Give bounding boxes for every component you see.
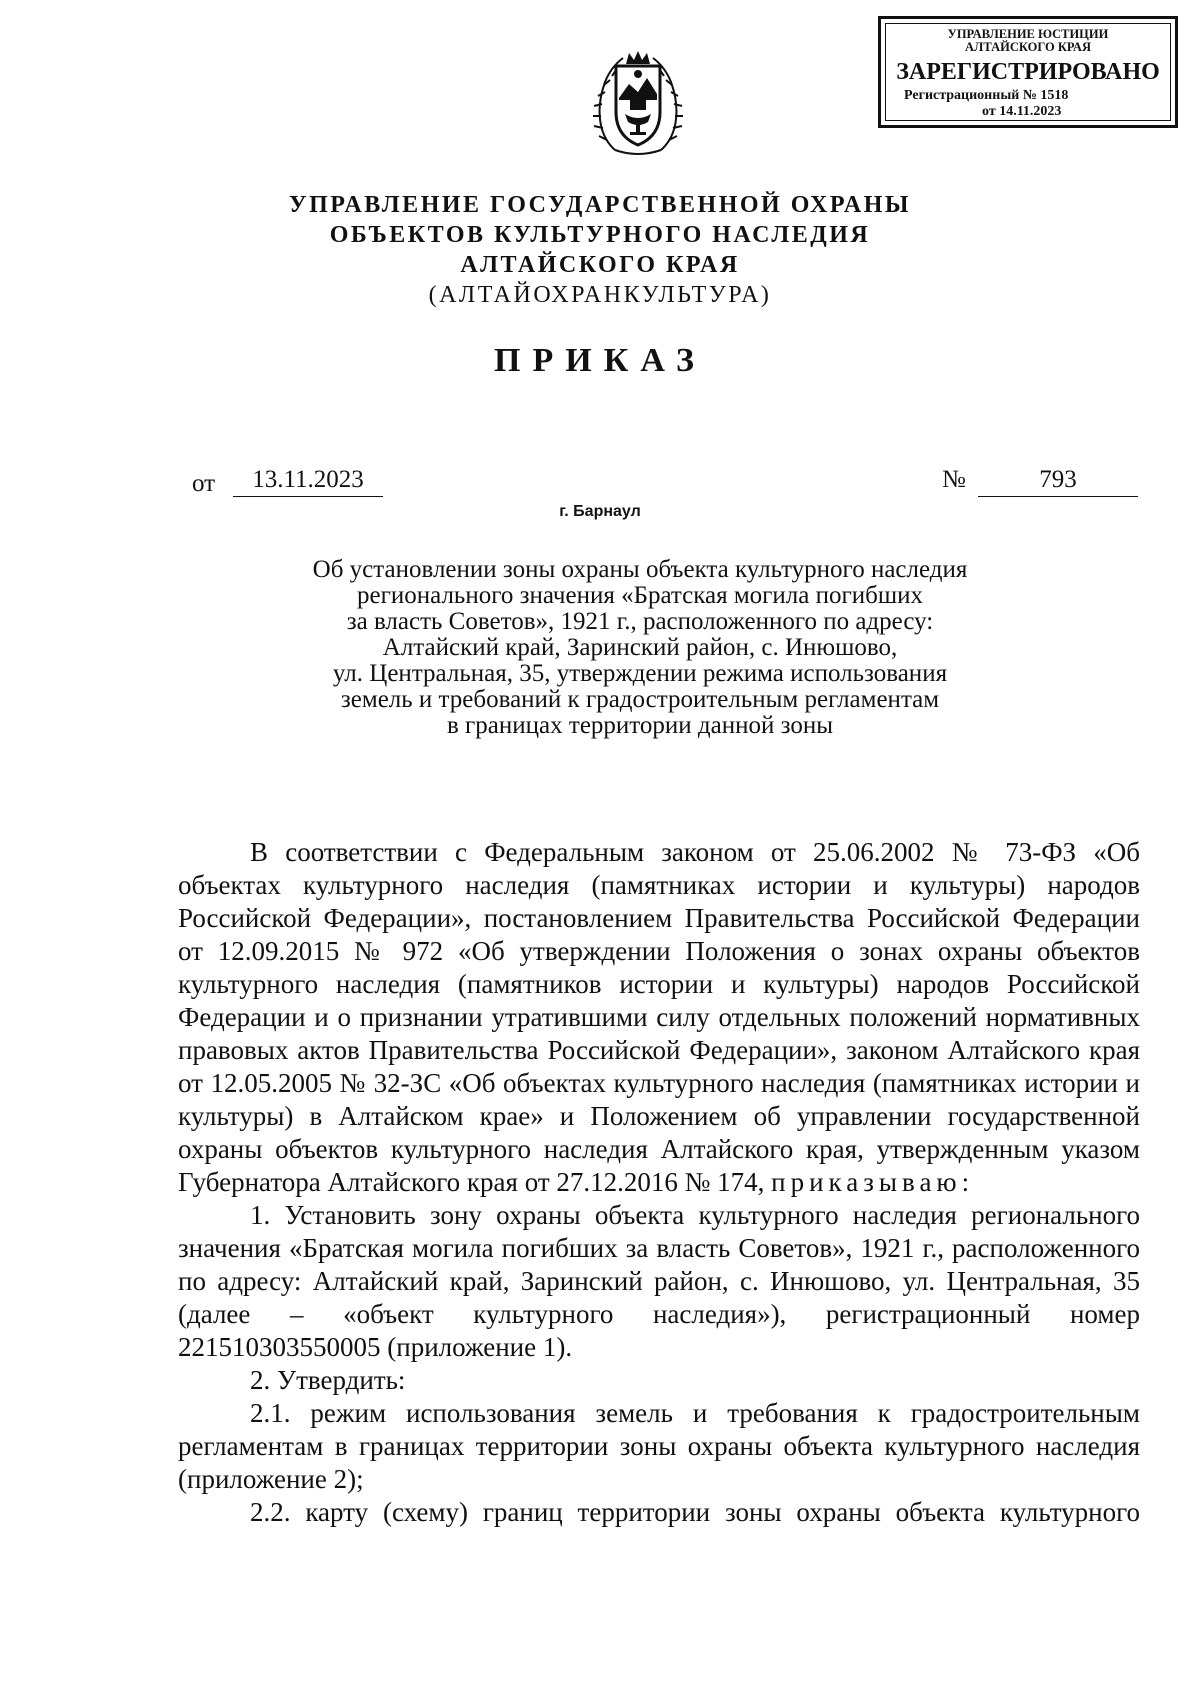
registration-stamp-inner-frame: [885, 23, 1171, 121]
item-2-1-paragraph: 2.1. режим использования земель и требования к градостроительным регламентам в границах территории зоны охраны объекта культурного наследия (приложение 2);: [178, 1398, 1140, 1494]
subject-line: Об установлении зоны охраны объекта культурного наследия: [312, 556, 968, 583]
stamp-authority-line1: УПРАВЛЕНИЕ ЮСТИЦИИ: [947, 27, 1109, 41]
preamble-text: В соответствии с Федеральным законом от 25.06.2002 № 73-ФЗ «Об объектах культурного наследия (памятниках истории и культуры) народов Российской Федерации», постановлением Правительства Российской Федерации от 12.09.2015 № 972 «Об утверждении Положения о зонах охраны объектов культурного наследия (памятников истории и культуры) народов Российской Федерации и о признании утратившими силу отдельных положений нормативных правовых актов Правительства Российской Федерации», законом Алтайского края от 12.05.2005 № 32-ЗС «Об объектах культурного наследия (памятниках истории и культуры) в Алтайском крае» и Положением об управлении государственной охраны объектов культурного наследия Алтайского края, утвержденным указом Губернатора Алтайского края от 27.12.2016 № 174,: [178, 837, 1140, 1197]
document-type-title: ПРИКАЗ: [494, 342, 706, 379]
subject-line: земель и требований к градостроительным регламентам: [340, 686, 940, 713]
agency-name-line2: ОБЪЕКТОВ КУЛЬТУРНОГО НАСЛЕДИЯ: [329, 222, 871, 248]
altai-krai-coat-of-arms-icon: [593, 48, 683, 158]
preamble-paragraph: [178, 836, 1140, 1199]
subject-line: в границах территории данной зоны: [447, 712, 833, 739]
order-subject: [250, 557, 1030, 739]
stamp-registration-date: от 14.11.2023: [982, 104, 1062, 119]
stamp-registration-number: Регистрационный № 1518: [904, 88, 1069, 103]
agency-name-line3: АЛТАЙСКОГО КРАЯ: [460, 252, 740, 278]
stamp-registered-label: ЗАРЕГИСТРИРОВАНО: [896, 59, 1160, 85]
subject-line: за власть Советов», 1921 г., расположенного по адресу:: [346, 608, 934, 635]
city-name: г. Барнаул: [559, 503, 641, 520]
subject-line: Алтайский край, Заринский район, с. Инюшово,: [382, 634, 898, 661]
item-2-paragraph: 2. Утвердить:: [250, 1365, 406, 1395]
agency-abbreviation: (АЛТАЙОХРАНКУЛЬТУРА): [428, 282, 772, 308]
registration-stamp: [878, 16, 1178, 128]
order-body: [178, 836, 1140, 1529]
subject-line: регионального значения «Братская могила погибших: [357, 582, 923, 609]
subject-line: ул. Центральная, 35, утверждении режима использования: [332, 660, 948, 687]
number-prefix: №: [942, 466, 966, 493]
agency-name-line1: УПРАВЛЕНИЕ ГОСУДАРСТВЕННОЙ ОХРАНЫ: [289, 192, 911, 218]
order-number: 793: [978, 466, 1138, 497]
stamp-authority-line2: АЛТАЙСКОГО КРАЯ: [965, 40, 1091, 54]
item-1-paragraph: 1. Установить зону охраны объекта культурного наследия регионального значения «Братская могила погибших за власть Советов», 1921 г., расположенного по адресу: Алтайский край, Заринский район, с. Инюшово, ул. Центральная, 35 (далее – «объект культурного наследия»), регистрационный номер 221510303550005 (приложение 1).: [178, 1200, 1140, 1362]
order-word: приказываю:: [771, 1167, 975, 1197]
item-2-2-paragraph: 2.2. карту (схему) границ территории зоны охраны объекта культурного: [250, 1497, 1140, 1527]
date-prefix: от: [192, 470, 216, 497]
order-date: 13.11.2023: [233, 466, 383, 497]
